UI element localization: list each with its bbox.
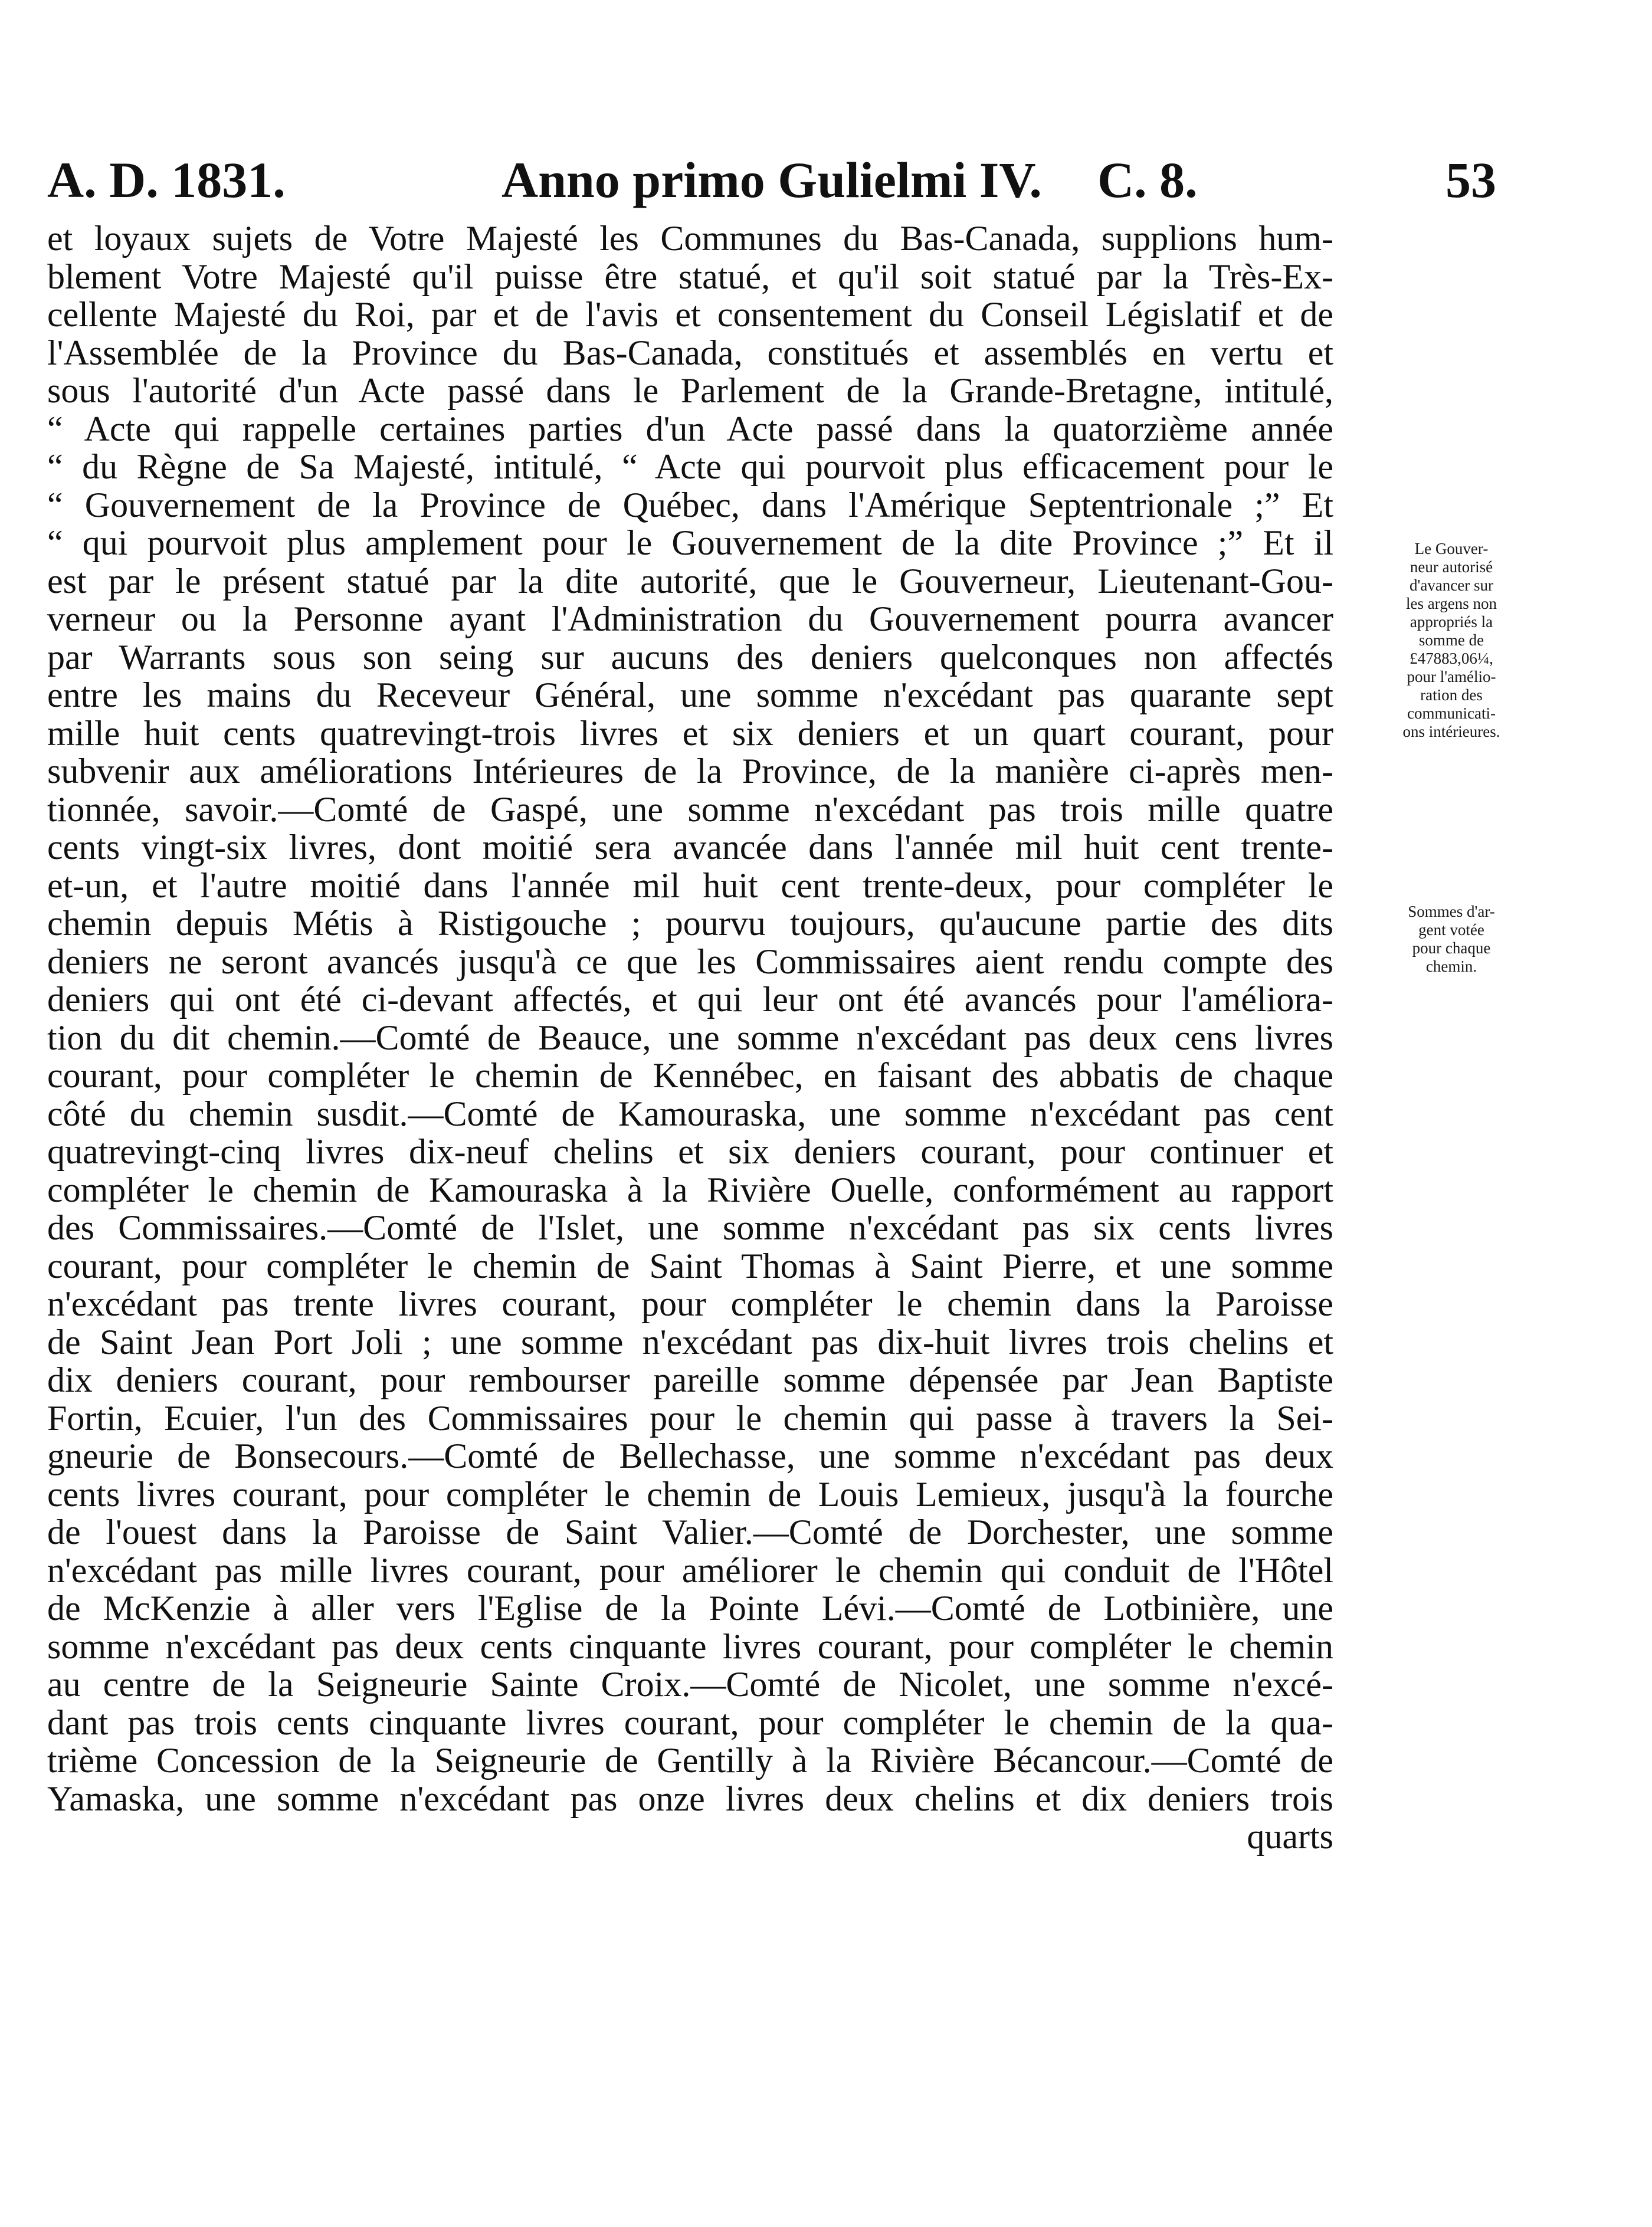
body-line: de McKenzie à aller vers l'Eglise de la Pointe Lévi.—Comté de Lotbinière, une <box>47 1589 1333 1628</box>
margin-note-line: chemin. <box>1425 957 1477 975</box>
body-line: par Warrants sous son seing sur aucuns des deniers quelconques non affectés <box>47 637 1333 677</box>
body-line: dant pas trois cents cinquante livres courant, pour compléter le chemin de la qua- <box>47 1703 1333 1742</box>
body-line: n'excédant pas trente livres courant, pour compléter le chemin dans la Paroisse <box>47 1284 1333 1323</box>
body-line: deniers ne seront avancés jusqu'à ce que les Commissaires aient rendu compte des <box>47 942 1333 981</box>
body-line: n'excédant pas mille livres courant, pour améliorer le chemin qui conduit de l'Hôtel <box>47 1550 1333 1590</box>
body-line: dix deniers courant, pour rembourser pareille somme dépensée par Jean Baptiste <box>47 1360 1333 1399</box>
body-line: chemin depuis Métis à Ristigouche ; pourvu toujours, qu'aucune partie des dits <box>47 904 1333 943</box>
body-line: cents livres courant, pour compléter le chemin de Louis Lemieux, jusqu'à la fourche <box>47 1474 1333 1514</box>
margin-note-line: gent votée <box>1418 921 1484 939</box>
margin-note-line: ration des <box>1420 686 1483 704</box>
margin-note-line: £47883,06¼, <box>1410 650 1493 667</box>
body-line: des Commissaires.—Comté de l'Islet, une somme n'excédant pas six cents livres <box>47 1208 1333 1247</box>
body-line: cellente Majesté du Roi, par et de l'avis et consentement du Conseil Législatif et de <box>47 295 1333 334</box>
body-line: entre les mains du Receveur Général, une somme n'excédant pas quarante sept <box>47 675 1333 714</box>
margin-note-line: pour l'amélio- <box>1407 668 1496 686</box>
body-line: de l'ouest dans la Paroisse de Saint Valier.—Comté de Dorchester, une somme <box>47 1513 1333 1552</box>
body-line: gneurie de Bonsecours.—Comté de Bellechasse, une somme n'excédant pas deux <box>47 1436 1333 1475</box>
body-line: Yamaska, une somme n'excédant pas onze livres deux chelins et dix deniers trois <box>47 1779 1333 1818</box>
body-line: trième Concession de la Seigneurie de Gentilly à la Rivière Bécancour.—Comté de <box>47 1741 1333 1780</box>
body-line: “ qui pourvoit plus amplement pour le Gouvernement de la dite Province ;” Et il <box>47 523 1333 562</box>
margin-note-line: neur autorisé <box>1410 558 1493 576</box>
header-chapter: C. 8. <box>1097 152 1198 208</box>
margin-note-line: communicati- <box>1407 704 1496 722</box>
body-line: courant, pour compléter le chemin de Saint Thomas à Saint Pierre, et une somme <box>47 1246 1333 1285</box>
body-line: verneur ou la Personne ayant l'Administration du Gouvernement pourra avancer <box>47 599 1333 638</box>
body-line: compléter le chemin de Kamouraska à la Rivière Ouelle, conformément au rapport <box>47 1170 1333 1209</box>
body-line: et-un, et l'autre moitié dans l'année mil huit cent trente-deux, pour compléter le <box>47 865 1333 905</box>
body-line: blement Votre Majesté qu'il puisse être statué, et qu'il soit statué par la Très-Ex- <box>47 257 1333 296</box>
body-line: côté du chemin susdit.—Comté de Kamouraska, une somme n'excédant pas cent <box>47 1094 1333 1133</box>
body-line: quatrevingt-cinq livres dix-neuf chelins et six deniers courant, pour continuer et <box>47 1132 1333 1171</box>
margin-note-line: ons intérieures. <box>1402 723 1500 740</box>
header-date: A. D. 1831. <box>47 152 286 208</box>
body-line: “ Acte qui rappelle certaines parties d'un Acte passé dans la quatorzième année <box>47 409 1333 448</box>
body-line: deniers qui ont été ci-devant affectés, et qui leur ont été avancés pour l'améliora- <box>47 980 1333 1019</box>
body-line: et loyaux sujets de Votre Majesté les Communes du Bas-Canada, supplions hum- <box>47 219 1333 258</box>
body-line: courant, pour compléter le chemin de Kennébec, en faisant des abbatis de chaque <box>47 1056 1333 1095</box>
body-line: de Saint Jean Port Joli ; une somme n'excédant pas dix-huit livres trois chelins et <box>47 1322 1333 1362</box>
body-line: sous l'autorité d'un Acte passé dans le Parlement de la Grande-Bretagne, intitulé, <box>47 371 1333 410</box>
margin-note-line: Le Gouver- <box>1414 540 1489 557</box>
header-title: Anno primo Gulielmi IV. <box>502 152 1042 208</box>
body-line: au centre de la Seigneurie Sainte Croix.—Comté de Nicolet, une somme n'excé- <box>47 1665 1333 1704</box>
margin-note-line: pour chaque <box>1412 939 1491 957</box>
body-line: tionnée, savoir.—Comté de Gaspé, une somme n'excédant pas trois mille quatre <box>47 789 1333 829</box>
body-line: “ du Règne de Sa Majesté, intitulé, “ Acte qui pourvoit plus efficacement pour le <box>47 447 1333 486</box>
margin-note-line: appropriés la <box>1410 613 1493 631</box>
body-line: “ Gouvernement de la Province de Québec, dans l'Amérique Septentrionale ;” Et <box>47 485 1333 524</box>
body-line: tion du dit chemin.—Comté de Beauce, une somme n'excédant pas deux cens livres <box>47 1018 1333 1057</box>
body-line: Fortin, Ecuier, l'un des Commissaires pour le chemin qui passe à travers la Sei- <box>47 1398 1333 1438</box>
margin-note-line: les argens non <box>1406 595 1497 612</box>
body-line: subvenir aux améliorations Intérieures de la Province, de la manière ci-après men- <box>47 752 1333 791</box>
body-line: l'Assemblée de la Province du Bas-Canada, constitués et assemblés en vertu et <box>47 333 1333 372</box>
running-header <box>47 147 1558 212</box>
margin-note-governor <box>1369 540 1534 741</box>
body-line: somme n'excédant pas deux cents cinquante livres courant, pour compléter le chemin <box>47 1626 1333 1666</box>
page-number: 53 <box>1446 152 1496 208</box>
body-line: quarts <box>1247 1817 1333 1856</box>
margin-note-line: d'avancer sur <box>1409 576 1494 594</box>
margin-note-line: Sommes d'ar- <box>1408 903 1495 920</box>
margin-note-sums <box>1369 903 1534 976</box>
body-line: est par le présent statué par la dite autorité, que le Gouverneur, Lieutenant-Gou- <box>47 561 1333 601</box>
margin-note-line: somme de <box>1418 631 1484 649</box>
body-line: cents vingt-six livres, dont moitié sera avancée dans l'année mil huit cent trente- <box>47 828 1333 867</box>
body-line: mille huit cents quatrevingt-trois livres et six deniers et un quart courant, pour <box>47 713 1333 753</box>
body-paragraph <box>47 219 1333 1856</box>
